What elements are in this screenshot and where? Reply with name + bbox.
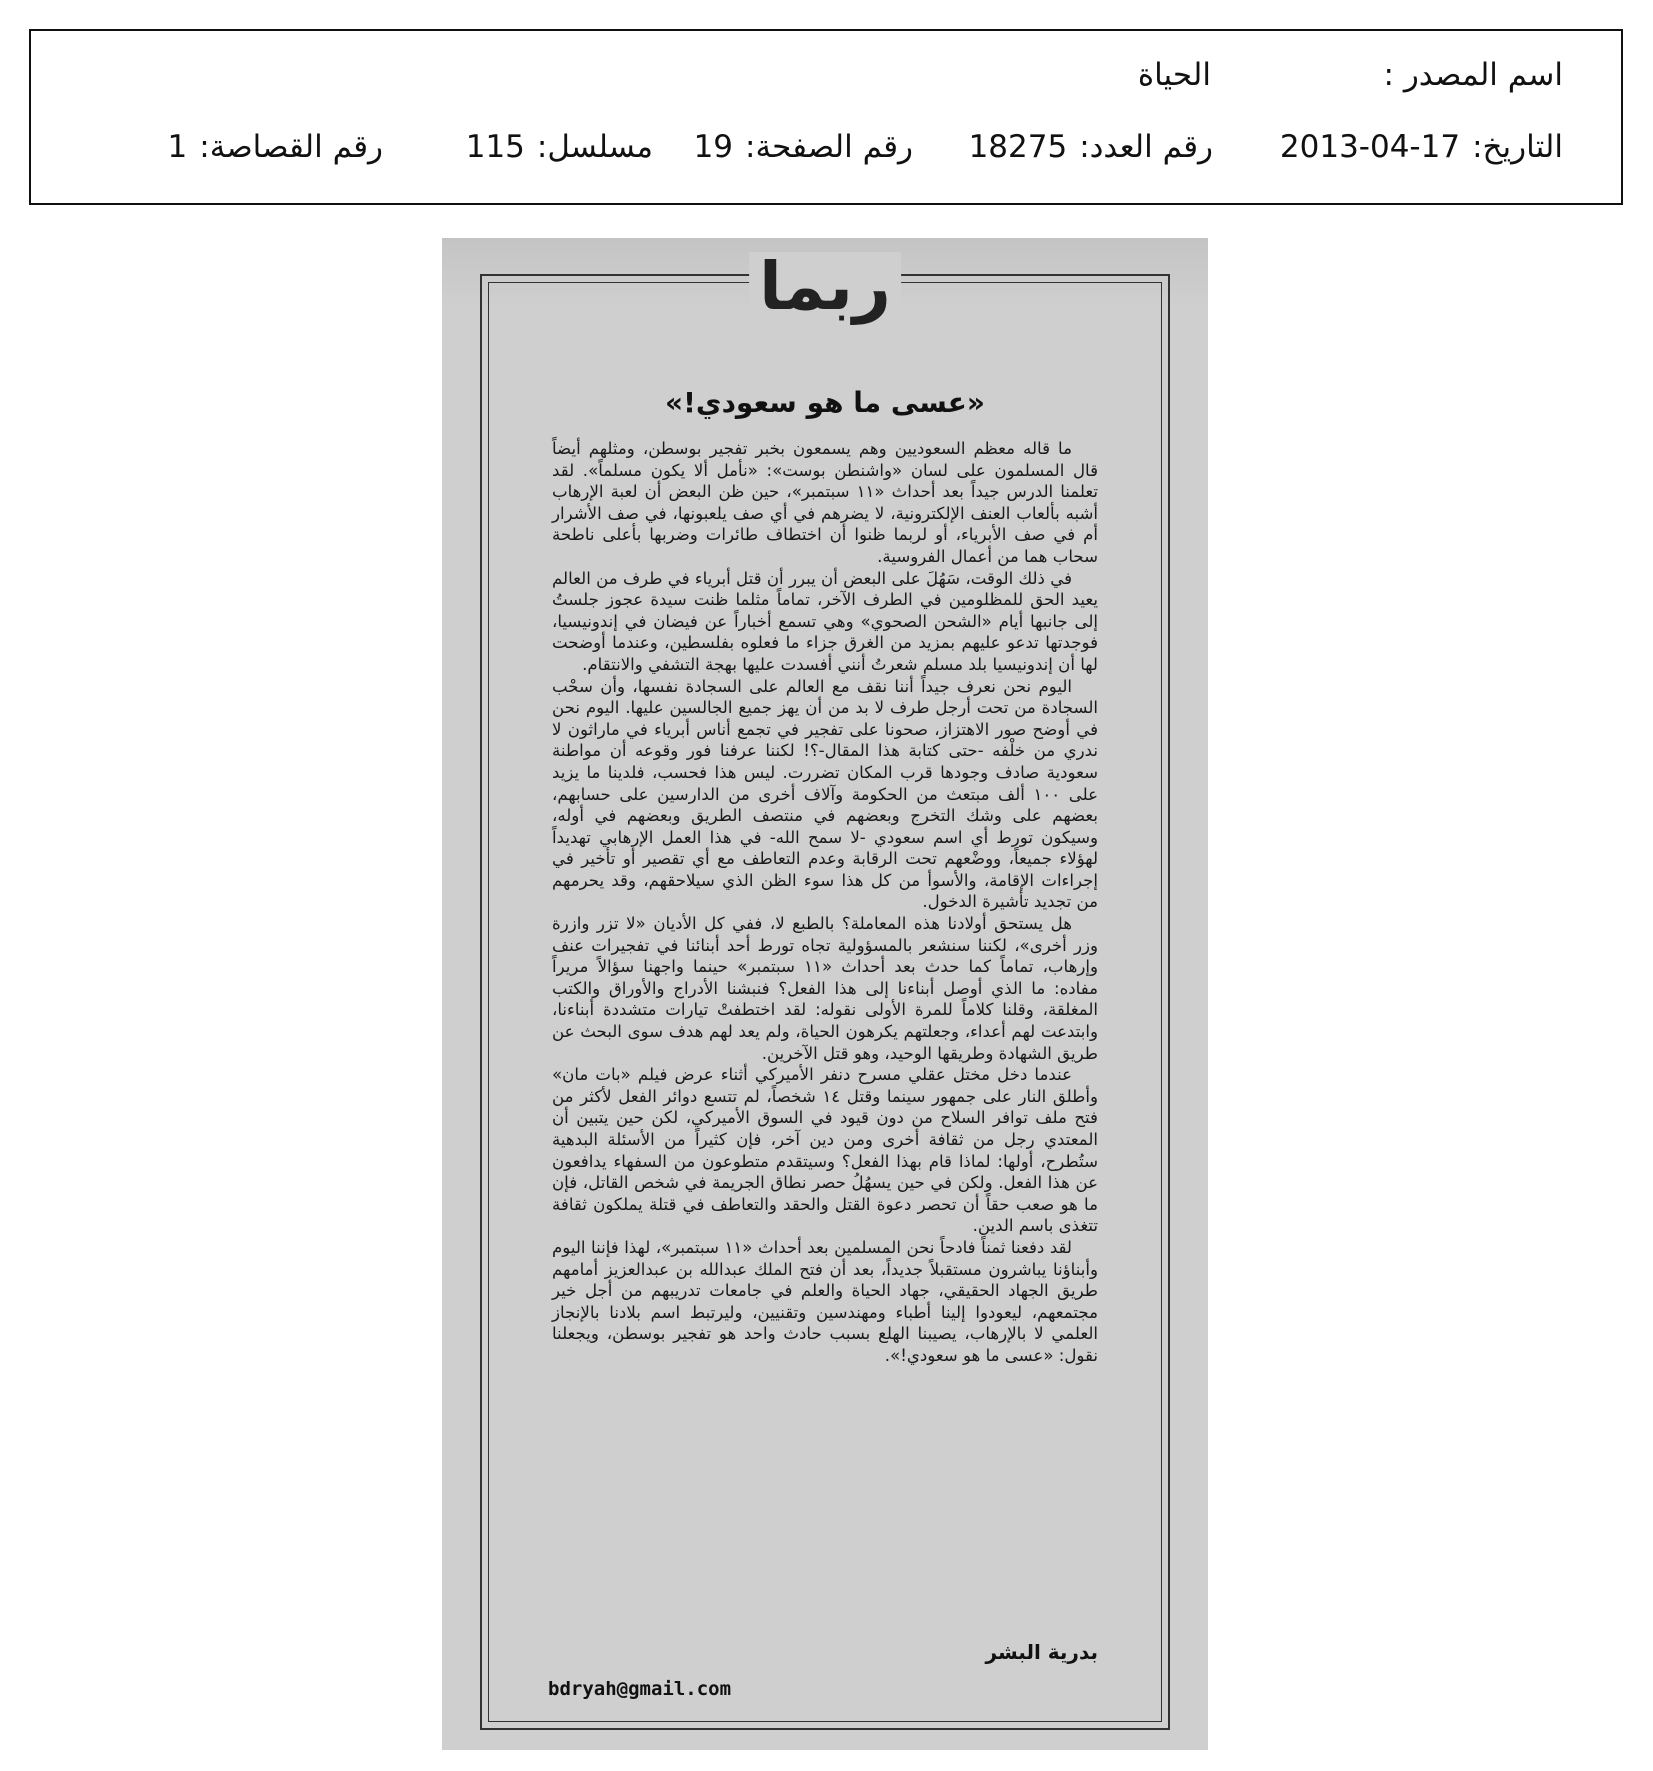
page-item (694, 127, 913, 167)
author-email: bdryah@gmail.com (548, 1678, 732, 1700)
source-row (89, 55, 1563, 95)
article-paragraph: عندما دخل مختل عقلي مسرح دنفر الأميركي أثناء عرض فيلم «بات مان» وأطلق النار على جمهور سينما وقتل ١٤ شخصاً، لم تتسع دوائر الفعل لأكثر من فتح ملف توافر السلاح من دون قيود في السوق الأميركي، لكن حين يتبين أن المعتدي رجل من ثقافة أخرى ومن دين آخر، فإن كثيراً من الأسئلة البدهية ستُطرح، أولها: لماذا قام بهذا الفعل؟ وسيتقدم متطوعون من السفهاء يدافعون عن هذا الفعل. ولكن في حين يسهُلُ حصر نطاق الجريمة في شخص القاتل، فإن ما هو صعب حقاً أن تحصر دعوة القتل والحقد والتعاطف في قتلة يملكون ثقافة تتغذى باسم الدين. (552, 1065, 1099, 1236)
page-label: رقم الصفحة: (745, 129, 913, 165)
article-paragraph: اليوم نحن نعرف جيداً أننا نقف مع العالم على السجادة نفسها، وأن سحْب السجادة من تحت أرجل طرف لا بد من أن يهز جميع الجالسين عليها. اليوم نحن في أوضح صور الاهتزاز، صحونا على تفجير في تجمع أناس أبرياء في ماراثون لا ندري من خلْفه -حتى كتابة هذا المقال-؟! لكننا عرفنا فور وقوعه أن مواطنة سعودية صادف وجودها قرب المكان تضررت. ليس هذا فحسب، فلدينا ما يزيد على ١٠٠ ألف مبتعث من الحكومة وآلاف أخرى من الدارسين على حسابهم، بعضهم على وشك التخرج وبعضهم في منتصف الطريق وبعضهم في أوله، وسيكون تورط أي اسم سعودي -لا سمح الله- في هذا العمل الإرهابي تهديداً لهؤلاء جميعاً، ووضْعهم تحت الرقابة وعدم التعاطف مع أي تقصير أو تأخير في إجراءات الإقامة، والأسوأ من كل هذا سوء الظن الذي سيلاحقهم، وقد يحرمهم من تجديد تأشيرة الدخول. (552, 676, 1098, 912)
date-item (1280, 127, 1563, 167)
serial-value: 115 (465, 129, 525, 165)
serial-label: مسلسل: (536, 129, 653, 165)
author-name: بدرية البشر (985, 1640, 1098, 1664)
column-frame (480, 248, 1170, 1730)
details-row (89, 127, 1563, 167)
issue-value: 18275 (968, 129, 1068, 165)
article-paragraph: ما قاله معظم السعوديين وهم يسمعون بخبر تفجير بوسطن، ومثلهم أيضاً قال المسلمون على لسان «واشنطن بوست»: «نأمل ألا يكون مسلماً». لقد تعلمنا الدرس جيداً بعد أحداث «١١ سبتمبر»، حين ظن البعض أن لعبة الإرهاب أشبه بألعاب العنف الإلكترونية، لا يضرهم في أي صف يلعبونها، في صف الأشرار أم في صف الأبرياء، أو لربما ظنوا أن اختطاف طائرات وضربها بأعلى ناطحة سحاب هما من أعمال الفروسية. (552, 439, 1098, 566)
page-value: 19 (693, 129, 734, 165)
date-value: 2013-04-17 (1279, 129, 1461, 165)
source-label-item (1384, 55, 1563, 95)
article-body (552, 438, 1098, 1608)
serial-item (466, 127, 653, 167)
source-value: الحياة (1137, 57, 1211, 93)
clipping-number-label: رقم القصاصة: (199, 129, 383, 165)
clipping-number-item (168, 127, 383, 167)
article-paragraph: لقد دفعنا ثمناً فادحاً نحن المسلمين بعد أحداث «١١ سبتمبر»، لهذا فإننا اليوم وأبناؤنا يباشرون مستقبلاً جديداً، بعد أن فتح الملك عبدالله بن عبدالعزيز أمامهم طريق الجهاد الحقيقي، جهاد الحياة والعلم في جامعات تدريبهم من أجل خير مجتمعهم، ليعودوا إلينا أطباء ومهندسين وتقنيين، وليرتبط اسم بلادنا بالإنجاز العلمي لا بالإرهاب، يصيبنا الهلع بسبب حادث واحد هو تفجير بوسطن، ويجعلنا نقول: «عسى ما هو سعودي!». (552, 1237, 1098, 1365)
date-label: التاريخ: (1472, 129, 1563, 165)
issue-item (969, 127, 1213, 167)
source-label: اسم المصدر : (1383, 57, 1563, 93)
column-logo: ربما (749, 252, 901, 322)
clipping-number-value: 1 (167, 129, 188, 165)
newspaper-clipping (442, 238, 1208, 1750)
clipping-metadata-box (29, 29, 1623, 205)
issue-label: رقم العدد: (1079, 129, 1213, 165)
source-value-item (1138, 55, 1211, 95)
article-paragraph: هل يستحق أولادنا هذه المعاملة؟ بالطبع لا، ففي كل الأديان «لا تزر وازرة وزر أخرى»، لكننا سنشعر بالمسؤولية تجاه تورط أحد أبنائنا في تفجيرات عنف وإرهاب، تماماً كما حدث بعد أحداث «١١ سبتمبر» حينما واجهنا سؤالاً مريراً مفاده: ما الذي أوصل أبناءنا إلى هذا الفعل؟ فنبشنا الأدراج والأوراق والكتب المغلقة، وقلنا كلاماً للمرة الأولى نقوله: لقد اختطفتْ تيارات متشددة أبناءنا، وابتدعت لهم أعداء، وجعلتهم يكرهون الحياة، ولم يعد لهم هدف سوى البحث عن طريق الشهادة وطريقها الوحيد، وهو قتل الآخرين. (552, 914, 1099, 1063)
article-title: «عسى ما هو سعودي!» (665, 386, 985, 419)
article-paragraph: في ذلك الوقت، سَهُلَ على البعض أن يبرر أن قتل أبرياء في طرف من العالم يعيد الحق للمظلومين في الطرف الآخر، تماماً مثلما ظنت سيدة عجوز جلستُ إلى جانبها أيام «الشحن الصحوي» وهي تسمع أخباراً عن فيضان في إندونيسيا، فوجدتها تدعو عليهم بمزيد من الغرق جزاء ما فعلوه بفلسطين، وعندما أوضحت لها أن إندونيسيا بلد مسلم شعرتُ أنني أفسدت عليها بهجة التشفي والانتقام. (552, 568, 1098, 674)
